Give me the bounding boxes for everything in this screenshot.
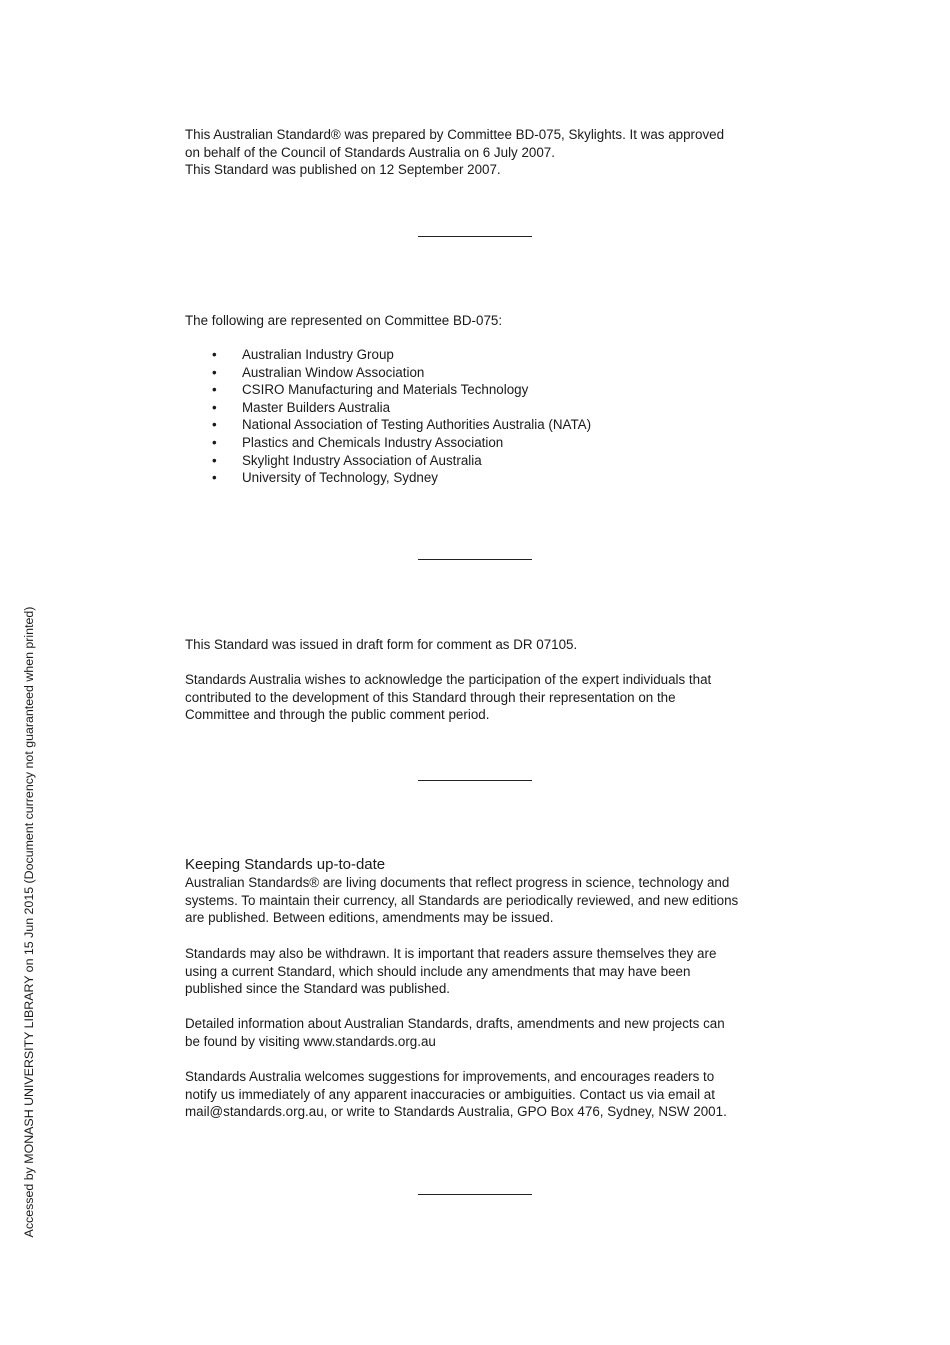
acknowledgement-paragraph (185, 671, 775, 724)
paragraph-line: mail@standards.org.au, or write to Standards Australia, GPO Box 476, Sydney, NSW 2001. (185, 1104, 727, 1120)
section-divider (418, 236, 532, 237)
list-item: • Skylight Industry Association of Australia (185, 452, 591, 470)
keeping-paragraph (185, 874, 775, 927)
list-item: • Australian Window Association (185, 364, 591, 382)
preparation-line: This Australian Standard® was prepared by Committee BD-075, Skylights. It was approved (185, 127, 725, 142)
paragraph-line: using a current Standard, which should include any amendments that may have been (185, 963, 691, 979)
draft-text: This Standard was issued in draft form for comment as DR 07105. (185, 637, 578, 652)
section-divider (418, 1194, 532, 1195)
list-item: • University of Technology, Sydney (185, 469, 591, 487)
keeping-standards-heading: Keeping Standards up-to-date (185, 856, 386, 873)
list-item: • Australian Industry Group (185, 346, 591, 364)
section-divider (418, 559, 532, 560)
paragraph-line: Detailed information about Australian Standards, drafts, amendments and new projects can (185, 1016, 725, 1031)
list-item: • CSIRO Manufacturing and Materials Technology (185, 381, 591, 399)
paragraph-line: are published. Between editions, amendments may be issued. (185, 910, 554, 926)
paragraph-line: be found by visiting www.standards.org.au (185, 1033, 436, 1049)
preparation-line: on behalf of the Council of Standards Australia on 6 July 2007. (185, 144, 555, 160)
committee-organization-list (185, 346, 591, 487)
keeping-paragraph (185, 945, 775, 998)
paragraph-line: Standards may also be withdrawn. It is important that readers assure themselves they are (185, 946, 717, 961)
preparation-statement (185, 126, 775, 179)
draft-statement (185, 636, 775, 654)
keeping-paragraph (185, 1068, 775, 1121)
acknowledgement-line: contributed to the development of this Standard through their representation on the (185, 689, 676, 705)
acknowledgement-line: Standards Australia wishes to acknowledge the participation of the expert individuals that (185, 672, 712, 687)
list-item: • Plastics and Chemicals Industry Association (185, 434, 591, 452)
section-divider (418, 780, 532, 781)
access-watermark-note: Accessed by MONASH UNIVERSITY LIBRARY on 15 Jun 2015 (Document currency not guaranteed when printed) (22, 606, 36, 1238)
paragraph-line: published since the Standard was published. (185, 981, 451, 997)
publication-line: This Standard was published on 12 September 2007. (185, 162, 501, 178)
paragraph-line: systems. To maintain their currency, all Standards are periodically reviewed, and new editions (185, 892, 739, 908)
list-item: • Master Builders Australia (185, 399, 591, 417)
paragraph-line: Australian Standards® are living documents that reflect progress in science, technology and (185, 875, 730, 890)
list-item: • National Association of Testing Authorities Australia (NATA) (185, 416, 591, 434)
paragraph-line: Standards Australia welcomes suggestions for improvements, and encourages readers to (185, 1069, 715, 1084)
committee-intro (185, 312, 775, 330)
acknowledgement-line: Committee and through the public comment period. (185, 707, 490, 723)
paragraph-line: notify us immediately of any apparent inaccuracies or ambiguities. Contact us via email at (185, 1086, 715, 1102)
keeping-paragraph (185, 1015, 775, 1050)
committee-intro-text: The following are represented on Committee BD-075: (185, 313, 503, 328)
